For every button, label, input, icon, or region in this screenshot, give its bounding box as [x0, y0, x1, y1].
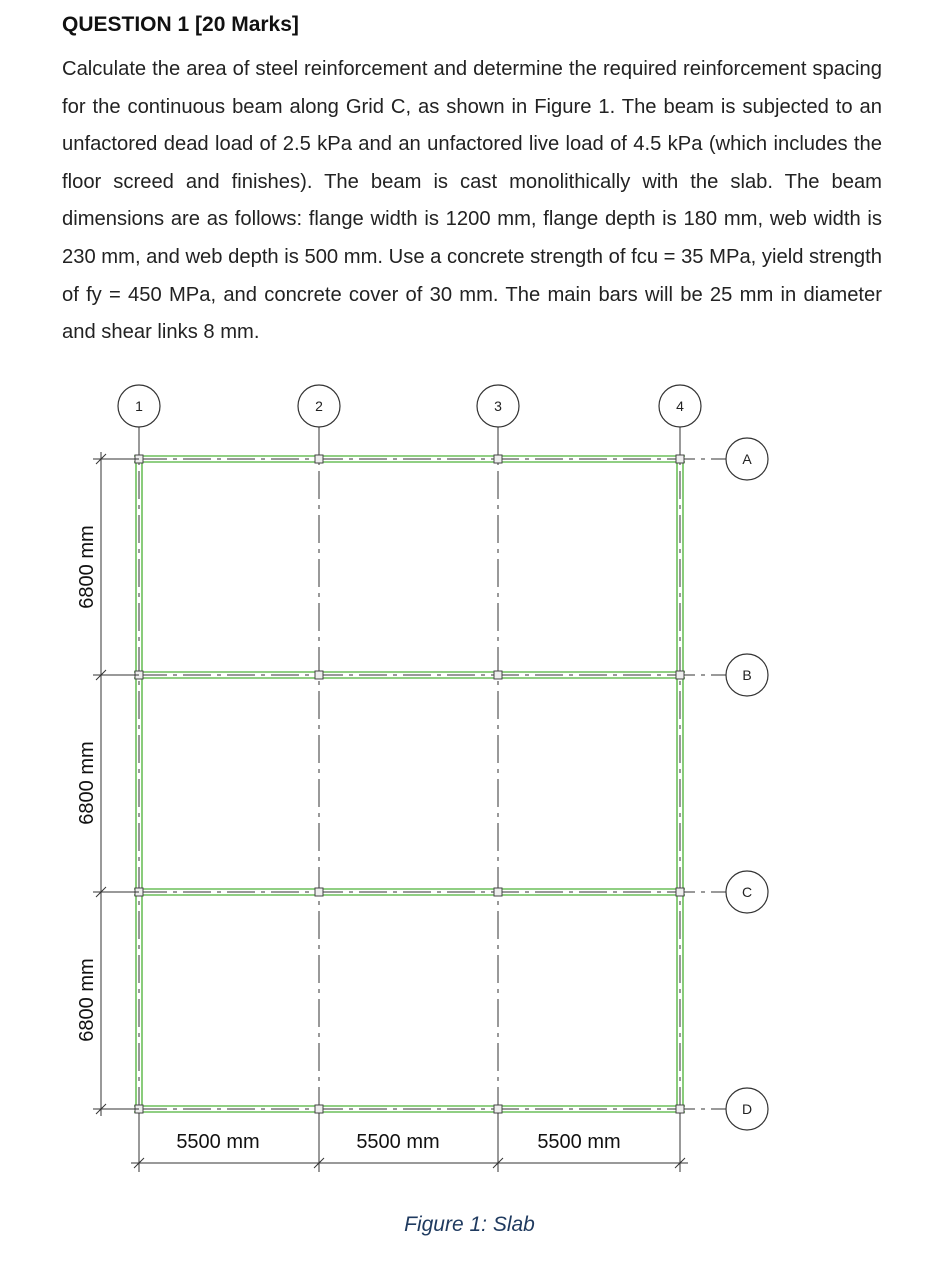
grid-bubble-3 [477, 385, 519, 427]
span-dim-2: 5500 mm [356, 1131, 440, 1153]
grid-bubble-4 [659, 385, 701, 427]
svg-text:4: 4 [676, 398, 684, 414]
slab-plan-figure [0, 360, 931, 1200]
grid-bubble-2 [298, 385, 340, 427]
svg-text:3: 3 [494, 398, 502, 414]
row-grid-bubbles [726, 438, 768, 1130]
question-title: QUESTION 1 [20 Marks] [62, 13, 299, 36]
span-dim-1: 5500 mm [176, 1131, 260, 1153]
svg-text:1: 1 [135, 398, 143, 414]
svg-text:B: B [742, 667, 752, 683]
grid-bubble-C [726, 871, 768, 913]
vertical-dimension [93, 452, 139, 1116]
grid-bubble-B [726, 654, 768, 696]
svg-text:C: C [741, 884, 753, 900]
columns [135, 455, 684, 1113]
svg-text:A: A [742, 451, 752, 467]
gridlines [139, 427, 726, 1115]
question-body: Calculate the area of steel reinforcement and determine the required reinforcement spacing for the continuous beam along Grid C, as shown in Figure 1. The beam is subjected to an unfactored dead load of 2.5 kPa and an unfactored live load of 4.5 kPa (which includes the floor screed and finishes). The beam is cast monolithically with the slab. The beam dimensions are as follows: flange width is 1200 mm, flange depth is 180 mm, web width is 230 mm, and web depth is 500 mm. Use a concrete strength of fcu = 35 MPa, yield strength of fy = 450 MPa, and concrete cover of 30 mm. The main bars will be 25 mm in diameter and shear links 8 mm. [62, 58, 882, 344]
grid-bubble-1 [118, 385, 160, 427]
figure-caption: Figure 1: Slab [404, 1213, 535, 1236]
bay-dim-1: 6800 mm [76, 525, 98, 609]
svg-text:D: D [741, 1101, 753, 1117]
column-grid-bubbles [118, 385, 701, 427]
span-dim-3: 5500 mm [537, 1131, 621, 1153]
bay-dim-2: 6800 mm [76, 741, 98, 825]
beams [134, 456, 685, 1112]
grid-bubble-D [726, 1088, 768, 1130]
bay-dim-3: 6800 mm [76, 958, 98, 1042]
svg-text:2: 2 [315, 398, 323, 414]
grid-bubble-A [726, 438, 768, 480]
